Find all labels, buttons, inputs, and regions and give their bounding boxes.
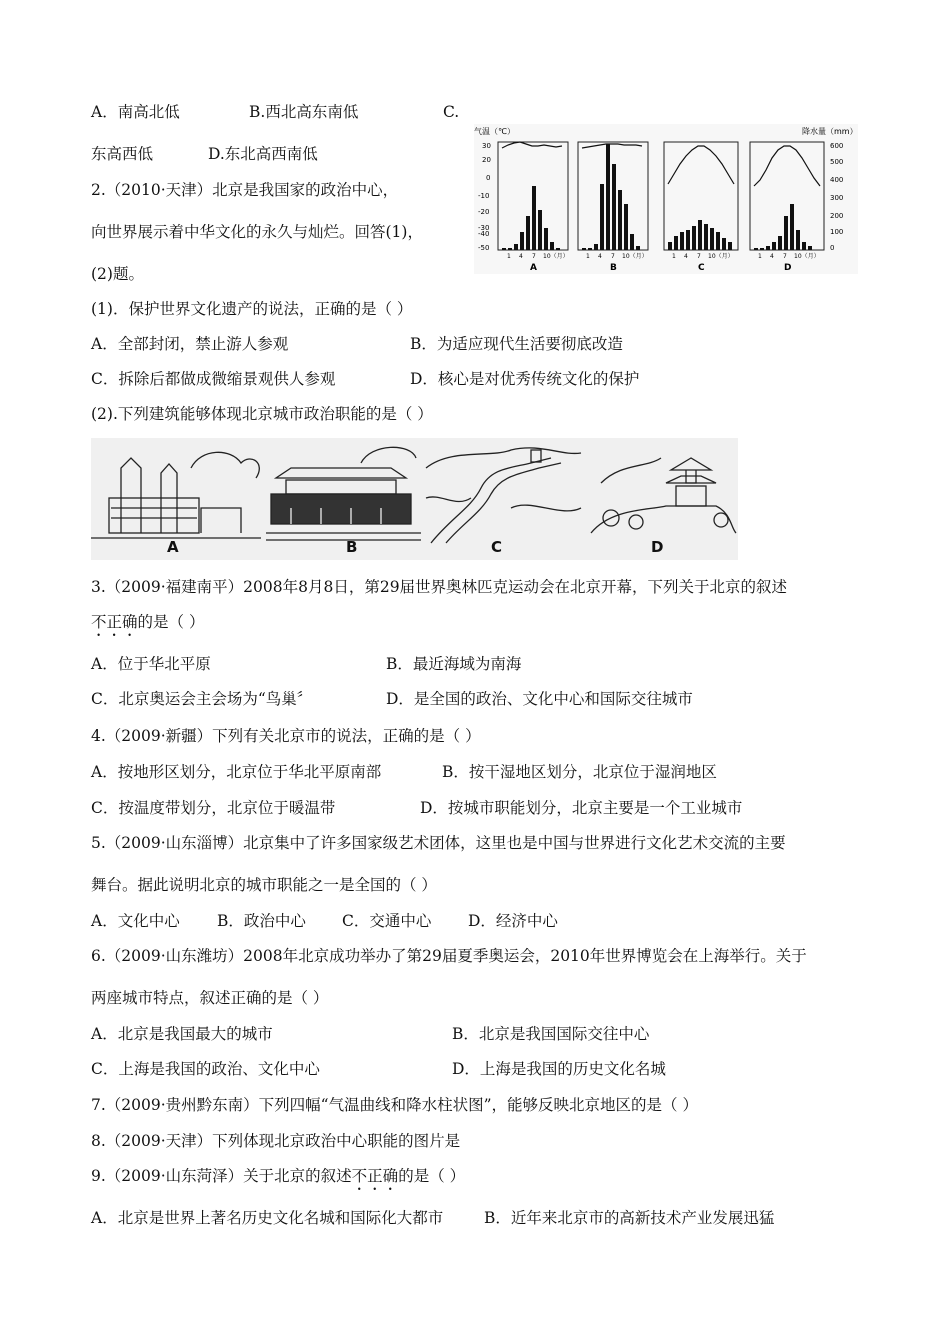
q1-option-a: A．南高北低 <box>91 103 180 121</box>
q4-option-d: D．按城市职能划分，北京主要是一个工业城市 <box>420 799 743 817</box>
q4-option-c: C．按温度带划分，北京位于暖温带 <box>91 799 336 817</box>
svg-text:1: 1 <box>586 253 590 260</box>
svg-text:10（月）: 10（月） <box>543 253 569 260</box>
climate-label-b: B <box>610 263 617 273</box>
q3-option-b: B．最近海域为南海 <box>386 655 522 673</box>
svg-text:10（月）: 10（月） <box>622 253 648 260</box>
q5-option-b: B．政治中心 <box>217 912 306 930</box>
climate-label-d: D <box>784 263 792 273</box>
q5-stem-line1: 5.（2009·山东淄博）北京集中了许多国家级艺术团体，这里也是中国与世界进行文化艺术交流的主要 <box>91 834 786 852</box>
building-c-illustration <box>426 448 581 543</box>
q5-option-d: D．经济中心 <box>468 912 558 930</box>
q2-stem-line2: 向世界展示着中华文化的永久与灿烂。回答(1)， <box>91 223 423 241</box>
svg-text:7: 7 <box>697 253 701 260</box>
svg-text:-10: -10 <box>478 192 490 200</box>
svg-text:100: 100 <box>830 228 844 236</box>
svg-text:300: 300 <box>830 194 844 202</box>
climate-label-c: C <box>698 263 705 273</box>
svg-text:30: 30 <box>482 142 491 150</box>
q3-option-d: D．是全国的政治、文化中心和国际交往城市 <box>386 690 693 708</box>
q2-sub1-option-c: C．拆除后都做成微缩景观供人参观 <box>91 370 336 388</box>
building-a-illustration <box>91 452 261 538</box>
q6-stem-line2: 两座城市特点，叙述正确的是（ ） <box>91 989 329 1007</box>
q9-stem: 9.（2009·山东菏泽）关于北京的叙述不正确的是（ ） <box>91 1167 466 1185</box>
q9-option-b: B．近年来北京市的高新技术产业发展迅猛 <box>484 1209 775 1227</box>
q2-stem-line1: 2.（2010·天津）北京是我国家的政治中心， <box>91 181 399 199</box>
q2-sub1-option-d: D．核心是对优秀传统文化的保护 <box>410 370 640 388</box>
q3-emphasis-not-correct: 不正确 <box>91 613 138 631</box>
svg-text:7: 7 <box>783 253 787 260</box>
building-label-a: A <box>167 538 179 556</box>
q1-option-c-text: 东高西低 <box>91 145 154 163</box>
svg-text:4: 4 <box>684 253 688 260</box>
svg-text:-20: -20 <box>478 208 490 216</box>
svg-text:600: 600 <box>830 142 844 150</box>
svg-text:0: 0 <box>830 244 835 252</box>
q6-option-d: D．上海是我国的历史文化名城 <box>452 1060 666 1078</box>
q2-stem-line3: (2)题。 <box>91 265 144 283</box>
buildings-figure <box>91 438 738 560</box>
building-label-d: D <box>651 538 664 556</box>
q9-option-a: A．北京是世界上著名历史文化名城和国际化大都市 <box>91 1209 444 1227</box>
q2-sub1-option-b: B．为适应现代生活要彻底改造 <box>410 335 623 353</box>
q2-sub2: (2).下列建筑能够体现北京城市政治职能的是（ ） <box>91 405 433 423</box>
building-d-illustration <box>591 458 736 533</box>
q1-option-b: B.西北高东南低 <box>249 103 359 121</box>
svg-text:-50: -50 <box>478 244 490 252</box>
building-label-c: C <box>491 538 503 556</box>
q2-sub1-option-a: A．全部封闭，禁止游人参观 <box>91 335 289 353</box>
q3-stem-line1: 3.（2009·福建南平）2008年8月8日，第29届世界奥林匹克运动会在北京开幕，下列关于北京的叙述 <box>91 578 788 596</box>
building-b-illustration <box>266 447 421 540</box>
svg-text:-40: -40 <box>478 230 490 238</box>
svg-text:200: 200 <box>830 212 844 220</box>
svg-text:0: 0 <box>486 174 491 182</box>
q8-stem: 8.（2009·天津）下列体现北京政治中心职能的图片是 <box>91 1132 461 1150</box>
q5-option-c: C．交通中心 <box>342 912 432 930</box>
buildings-illustration <box>91 438 738 560</box>
q4-option-a: A．按地形区划分，北京位于华北平原南部 <box>91 763 382 781</box>
svg-text:400: 400 <box>830 176 844 184</box>
q5-option-a: A．文化中心 <box>91 912 180 930</box>
q5-stem-line2: 舞台。据此说明北京的城市职能之一是全国的（ ） <box>91 876 437 894</box>
q7-stem: 7.（2009·贵州黔东南）下列四幅“气温曲线和降水柱状图”，能够反映北京地区的是（ ） <box>91 1096 698 1114</box>
svg-text:4: 4 <box>770 253 774 260</box>
q3-option-a: A．位于华北平原 <box>91 655 211 673</box>
q2-sub1: (1)．保护世界文化遗产的说法，正确的是（ ） <box>91 300 413 318</box>
svg-text:10（月）: 10（月） <box>794 253 820 260</box>
svg-text:-30: -30 <box>478 224 490 232</box>
svg-text:7: 7 <box>611 253 615 260</box>
q9-emphasis-not-correct: 不正确 <box>351 1167 399 1185</box>
q6-option-b: B．北京是我国国际交往中心 <box>452 1025 650 1043</box>
q6-stem-line1: 6.（2009·山东潍坊）2008年北京成功举办了第29届夏季奥运会，2010年世界博览会在上海举行。关于 <box>91 947 807 965</box>
q1-option-c-label: C. <box>443 103 460 121</box>
q4-stem: 4.（2009·新疆）下列有关北京市的说法，正确的是（ ） <box>91 727 481 745</box>
temp-axis-title: 气温（℃） <box>474 127 515 136</box>
svg-text:4: 4 <box>598 253 602 260</box>
climate-charts-figure <box>474 124 858 274</box>
precip-ticks <box>830 142 843 252</box>
climate-label-a: A <box>530 263 537 273</box>
svg-text:10（月）: 10（月） <box>708 253 734 260</box>
svg-text:4: 4 <box>519 253 523 260</box>
precip-axis-title: 降水量（mm） <box>802 127 858 136</box>
svg-text:20: 20 <box>482 156 491 164</box>
svg-text:1: 1 <box>672 253 676 260</box>
building-label-b: B <box>346 538 358 556</box>
q3-stem-line2: 不正确的是（ ） <box>91 613 205 631</box>
q1-option-d: D.东北高西南低 <box>208 145 318 163</box>
svg-text:1: 1 <box>507 253 511 260</box>
svg-text:1: 1 <box>758 253 762 260</box>
q3-option-c: C．北京奥运会主会场为“鸟巢〞 <box>91 690 313 708</box>
q6-option-c: C．上海是我国的政治、文化中心 <box>91 1060 320 1078</box>
q6-option-a: A．北京是我国最大的城市 <box>91 1025 273 1043</box>
svg-text:500: 500 <box>830 158 844 166</box>
svg-text:7: 7 <box>532 253 536 260</box>
q4-option-b: B．按干湿地区划分，北京位于湿润地区 <box>442 763 717 781</box>
